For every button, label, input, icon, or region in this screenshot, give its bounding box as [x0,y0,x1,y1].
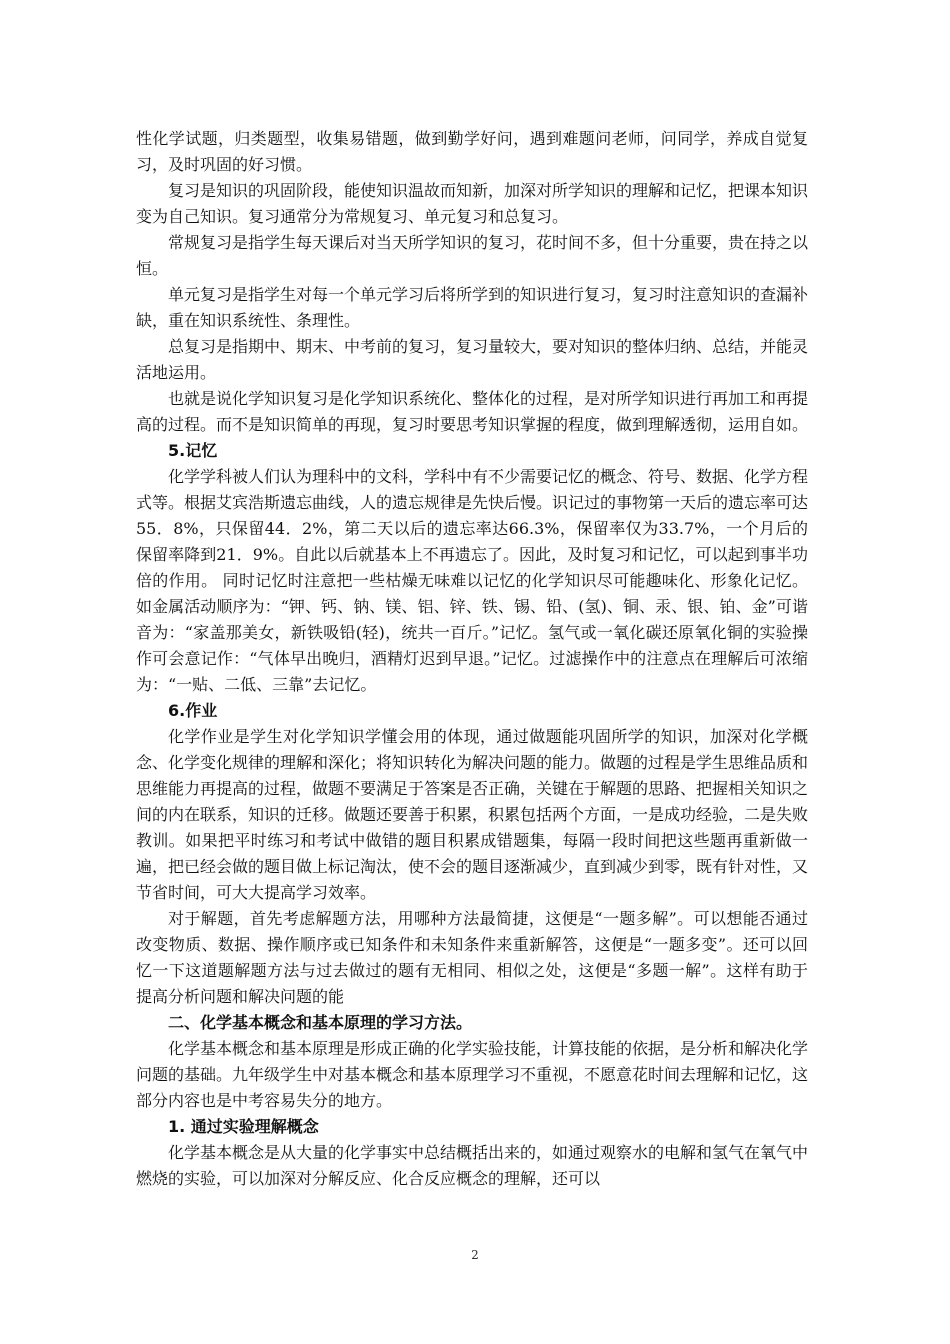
paragraph-review-habits: 性化学试题，归类题型，收集易错题，做到勤学好问，遇到难题问老师，问同学，养成自觉复习，及时巩固的好习惯。 [136,129,808,174]
paragraph-unit-review: 单元复习是指学生对每一个单元学习后将所学到的知识进行复习，复习时注意知识的查漏补缺，重在知识系统性、条理性。 [136,285,809,330]
heading-memory: 5.记忆 [168,441,218,460]
page-number: 2 [471,1248,479,1262]
paragraph-review-definition: 复习是知识的巩固阶段，能使知识温故而知新，加深对所学知识的理解和记忆，把课本知识变为自己知识。复习通常分为常规复习、单元复习和总复习。 [136,181,809,226]
paragraph-review-summary: 也就是说化学知识复习是化学知识系统化、整体化的过程，是对所学知识进行再加工和再提高的过程。而不是知识简单的再现，复习时要思考知识掌握的程度，做到理解透彻，运用自如。 [136,389,809,434]
heading-experiment-concepts: 1. 通过实验理解概念 [168,1117,319,1136]
paragraph-problem-solving: 对于解题，首先考虑解题方法，用哪种方法最简捷，这便是“一题多解”。可以想能否通过改变物质、数据、操作顺序或已知条件和未知条件来重新解答，这便是“一题多变”。还可以回忆一下这道题解题方法与过去做过的题有无相同、相似之处，这便是“多题一解”。这样有助于提高分析问题和解决问题的能 [136,909,808,1006]
heading-homework: 6.作业 [168,701,218,720]
body-text [136,126,808,1192]
paragraph-basic-concepts: 化学基本概念和基本原理是形成正确的化学实验技能，计算技能的依据，是分析和解决化学问题的基础。九年级学生中对基本概念和基本原理学习不重视，不愿意花时间去理解和记忆，这部分内容也是中考容易失分的地方。 [136,1039,809,1110]
paragraph-experiment-concepts: 化学基本概念是从大量的化学事实中总结概括出来的，如通过观察水的电解和氢气在氧气中燃烧的实验，可以加深对分解反应、化合反应概念的理解，还可以 [136,1143,809,1188]
paragraph-general-review: 总复习是指期中、期末、中考前的复习，复习量较大，要对知识的整体归纳、总结，并能灵活地运用。 [136,337,809,382]
paragraph-memory: 化学学科被人们认为理科中的文科，学科中有不少需要记忆的概念、符号、数据、化学方程式等。根据艾宾浩斯遗忘曲线，人的遗忘规律是先快后慢。识记过的事物第一天后的遗忘率可达55．8%，只保留44．2%，第二天以后的遗忘率达66.3%，保留率仅为33.7%，一个月后的保留率降到21．9%。自此以后就基本上不再遗忘了。因此，及时复习和记忆，可以起到事半功倍的作用。 同时记忆时注意把一些枯燥无味难以记忆的化学知识尽可能趣味化、形象化记忆。如金属活动顺序为：“钾、钙、钠、镁、铝、锌、铁、锡、铅、(氢)、铜、汞、银、铂、金”可谐音为：“家盖那美女，新铁吸铅(轻)，统共一百斤。”记忆。氢气或一氧化碳还原氧化铜的实验操作可会意记作：“气体早出晚归，酒精灯迟到早退。”记忆。过滤操作中的注意点在理解后可浓缩为：“一贴、二低、三靠”去记忆。 [136,467,809,694]
paragraph-homework: 化学作业是学生对化学知识学懂会用的体现，通过做题能巩固所学的知识，加深对化学概念、化学变化规律的理解和深化；将知识转化为解决问题的能力。做题的过程是学生思维品质和思维能力再提高的过程，做题不要满足于答案是否正确，关键在于解题的思路、把握相关知识之间的内在联系，知识的迁移。做题还要善于积累，积累包括两个方面，一是成功经验，二是失败教训。如果把平时练习和考试中做错的题目积累成错题集，每隔一段时间把这些题再重新做一遍，把已经会做的题目做上标记淘汰，使不会的题目逐渐减少，直到减少到零，既有针对性，又节省时间，可大大提高学习效率。 [136,727,809,902]
heading-section-two: 二、化学基本概念和基本原理的学习方法。 [168,1013,473,1032]
paragraph-routine-review: 常规复习是指学生每天课后对当天所学知识的复习，花时间不多，但十分重要，贵在持之以恒。 [136,233,809,278]
